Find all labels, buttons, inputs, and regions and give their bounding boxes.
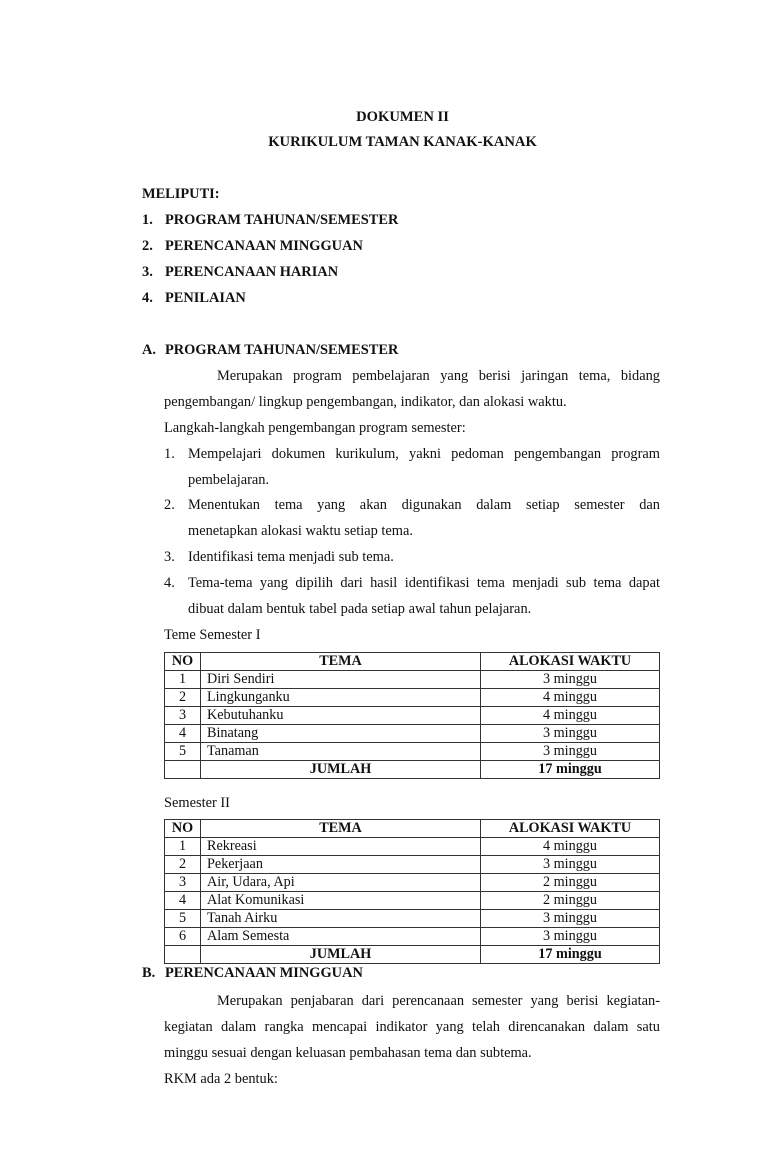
meliputi-item-num: 1. [142,212,153,228]
step-num: 2. [164,497,175,513]
cell-tema: Rekreasi [201,838,481,856]
cell-no: 3 [165,874,201,892]
cell-tema: Tanah Airku [201,910,481,928]
section-b-paragraph-text: kegiatan dalam rangka mencapai indikator yang telah direncanakan dalam satu [164,1019,660,1035]
section-b-title: PERENCANAAN MINGGUAN [165,965,363,981]
step-text: Mempelajari dokumen kurikulum, yakni pedoman pengembangan program [188,446,660,462]
meliputi-item [142,264,339,281]
cell-alokasi: 2 minggu [481,874,660,892]
cell-total-value: 17 minggu [481,946,660,964]
table-row [165,725,660,743]
step-text: menetapkan alokasi waktu setiap tema. [188,523,413,539]
meliputi-item [142,238,363,255]
cell-no: 5 [165,910,201,928]
document-title: DOKUMEN II [356,109,449,125]
header-no: NO [165,820,201,838]
cell-alokasi: 3 minggu [481,671,660,689]
cell-no: 1 [165,838,201,856]
cell-alokasi: 3 minggu [481,928,660,946]
section-b-paragraph-line [217,993,660,1010]
header-tema: TEMA [201,820,481,838]
table-row [165,856,660,874]
step-line [188,497,660,514]
table-row [165,874,660,892]
cell-tema: Pekerjaan [201,856,481,874]
document-subtitle: KURIKULUM TAMAN KANAK-KANAK [268,134,537,150]
table2-caption: Semester II [164,795,230,811]
meliputi-item [142,212,399,229]
cell-tema: Binatang [201,725,481,743]
step-text: Tema-tema yang dipilih dari hasil identifikasi tema menjadi sub tema dapat [188,575,660,591]
cell-no: 3 [165,707,201,725]
cell-no: 6 [165,928,201,946]
table-semester-2 [164,819,660,964]
table-total-row [165,946,660,964]
section-b-num: B. [142,965,156,981]
rkm-line: RKM ada 2 bentuk: [164,1071,278,1087]
meliputi-item-num: 3. [142,264,153,280]
header-alokasi: ALOKASI WAKTU [481,820,660,838]
table-row [165,928,660,946]
step-num: 3. [164,549,175,565]
section-b-paragraph-text: Merupakan penjabaran dari perencanaan semester yang berisi kegiatan- [217,993,660,1009]
table-row [165,910,660,928]
table-row [165,689,660,707]
step-text: Identifikasi tema menjadi sub tema. [188,549,394,565]
cell-no: 1 [165,671,201,689]
section-b-paragraph-line: minggu sesuai dengan keluasan pembahasan tema dan subtema. [164,1045,532,1061]
step-text: pembelajaran. [188,472,270,488]
step-text: Menentukan tema yang akan digunakan dalam setiap semester dan [188,497,660,513]
meliputi-heading: MELIPUTI: [142,186,220,202]
section-b-paragraph-line [164,1019,660,1036]
section-a-paragraph-line: pengembangan/ lingkup pengembangan, indikator, dan alokasi waktu. [164,394,567,410]
meliputi-item [142,290,246,307]
cell-tema: Alat Komunikasi [201,892,481,910]
step-line [188,446,660,463]
meliputi-item-text: PROGRAM TAHUNAN/SEMESTER [165,212,399,228]
table-row [165,892,660,910]
step-num: 4. [164,575,175,591]
cell-tema: Lingkunganku [201,689,481,707]
cell-tema: Diri Sendiri [201,671,481,689]
step-num: 1. [164,446,175,462]
section-a-title: PROGRAM TAHUNAN/SEMESTER [165,342,399,358]
section-a-heading [142,342,399,359]
table-row [165,671,660,689]
table-header-row [165,653,660,671]
table-row [165,707,660,725]
section-a-paragraph-text: Merupakan program pembelajaran yang berisi jaringan tema, bidang [217,368,660,384]
section-a-num: A. [142,342,156,358]
cell-alokasi: 3 minggu [481,856,660,874]
cell-total-value: 17 minggu [481,761,660,779]
cell-alokasi: 4 minggu [481,689,660,707]
cell-total-label: JUMLAH [201,946,481,964]
cell-empty [165,761,201,779]
table-total-row [165,761,660,779]
cell-no: 2 [165,689,201,707]
table-row [165,743,660,761]
cell-tema: Air, Udara, Api [201,874,481,892]
cell-alokasi: 3 minggu [481,725,660,743]
cell-tema: Tanaman [201,743,481,761]
cell-total-label: JUMLAH [201,761,481,779]
meliputi-item-num: 2. [142,238,153,254]
cell-no: 4 [165,725,201,743]
header-no: NO [165,653,201,671]
cell-alokasi: 3 minggu [481,743,660,761]
section-a-paragraph-line [217,368,660,385]
step-line [188,575,660,592]
cell-alokasi: 3 minggu [481,910,660,928]
header-tema: TEMA [201,653,481,671]
cell-tema: Kebutuhanku [201,707,481,725]
meliputi-item-num: 4. [142,290,153,306]
table1-caption: Teme Semester I [164,627,261,643]
cell-empty [165,946,201,964]
table-semester-1 [164,652,660,779]
step-text: dibuat dalam bentuk tabel pada setiap awal tahun pelajaran. [188,601,532,617]
section-b-heading [142,965,363,982]
steps-intro: Langkah-langkah pengembangan program semester: [164,420,466,436]
meliputi-item-text: PERENCANAAN MINGGUAN [165,238,363,254]
cell-no: 4 [165,892,201,910]
table-row [165,838,660,856]
cell-no: 2 [165,856,201,874]
cell-tema: Alam Semesta [201,928,481,946]
meliputi-item-text: PERENCANAAN HARIAN [165,264,339,280]
meliputi-item-text: PENILAIAN [165,290,246,306]
cell-alokasi: 4 minggu [481,838,660,856]
cell-no: 5 [165,743,201,761]
cell-alokasi: 4 minggu [481,707,660,725]
header-alokasi: ALOKASI WAKTU [481,653,660,671]
table-header-row [165,820,660,838]
cell-alokasi: 2 minggu [481,892,660,910]
